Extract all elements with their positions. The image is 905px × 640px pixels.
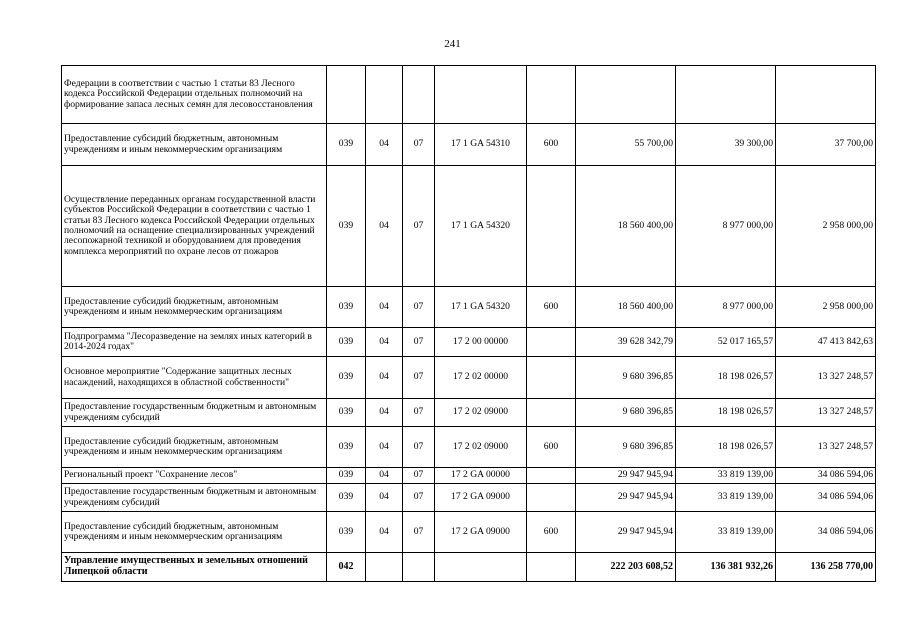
row-name: Осуществление переданных органам государственной власти субъектов Российской Федерации в соответствии с частью 1 статьи 83 Лесного кодекса Российской Федерации отдельных полномочий на оснащение специализированных учреждений лесопожарной техникой и оборудованием для проведения комплекса мероприятий по охране лесов от пожаров: [62, 166, 327, 287]
row-section-code: 04: [366, 484, 403, 512]
row-subsection-code: 07: [403, 468, 435, 484]
row-amount-year-2: 18 198 026,57: [676, 399, 776, 427]
row-subsection-code: 07: [403, 484, 435, 512]
row-amount-year-3: 13 327 248,57: [776, 399, 876, 427]
table-row: [62, 357, 876, 399]
row-section-code: 04: [366, 328, 403, 357]
row-amount-year-3: 13 327 248,57: [776, 357, 876, 399]
row-target-article: [435, 66, 527, 124]
row-name: Федерации в соответствии с частью 1 статьи 83 Лесного кодекса Российской Федерации отдельных полномочий на формирование запаса лесных семян для лесовосстановления: [62, 66, 327, 124]
row-amount-year-1: 18 560 400,00: [576, 166, 676, 287]
table-row: [62, 553, 876, 582]
row-section-code: 04: [366, 512, 403, 553]
row-name: Предоставление субсидий бюджетным, автономным учреждениям и иным некоммерческим организациям: [62, 512, 327, 553]
row-section-code: [366, 553, 403, 582]
table-row: [62, 512, 876, 553]
row-expense-type: 600: [527, 124, 576, 166]
row-amount-year-2: 8 977 000,00: [676, 166, 776, 287]
row-amount-year-1: 9 680 396,85: [576, 427, 676, 468]
table-row: [62, 166, 876, 287]
table-row: [62, 484, 876, 512]
row-section-code: 04: [366, 468, 403, 484]
row-target-article: 17 2 02 09000: [435, 399, 527, 427]
row-amount-year-3: 2 958 000,00: [776, 166, 876, 287]
row-subsection-code: 07: [403, 287, 435, 328]
row-section-code: 04: [366, 357, 403, 399]
row-target-article: [435, 553, 527, 582]
table-row: [62, 427, 876, 468]
table-row: [62, 328, 876, 357]
row-section-code: 04: [366, 287, 403, 328]
row-ministry-code: 039: [327, 124, 366, 166]
row-amount-year-2: 33 819 139,00: [676, 468, 776, 484]
row-target-article: 17 1 GA 54310: [435, 124, 527, 166]
row-ministry-code: [327, 66, 366, 124]
row-name: Подпрограмма "Лесоразведение на землях иных категорий в 2014-2024 годах": [62, 328, 327, 357]
row-name: Предоставление субсидий бюджетным, автономным учреждениям и иным некоммерческим организациям: [62, 287, 327, 328]
row-amount-year-3: 34 086 594,06: [776, 484, 876, 512]
row-expense-type: [527, 357, 576, 399]
row-target-article: 17 2 GA 00000: [435, 468, 527, 484]
row-expense-type: [527, 166, 576, 287]
row-amount-year-3: 13 327 248,57: [776, 427, 876, 468]
row-section-code: 04: [366, 166, 403, 287]
row-expense-type: 600: [527, 287, 576, 328]
row-amount-year-1: 9 680 396,85: [576, 357, 676, 399]
row-amount-year-3: 34 086 594,06: [776, 468, 876, 484]
row-amount-year-1: 29 947 945,94: [576, 468, 676, 484]
row-amount-year-1: 55 700,00: [576, 124, 676, 166]
row-amount-year-3: 136 258 770,00: [776, 553, 876, 582]
row-expense-type: 600: [527, 512, 576, 553]
row-ministry-code: 039: [327, 484, 366, 512]
row-target-article: 17 1 GA 54320: [435, 166, 527, 287]
row-amount-year-1: [576, 66, 676, 124]
row-target-article: 17 2 GA 09000: [435, 512, 527, 553]
table-row: [62, 287, 876, 328]
row-section-code: 04: [366, 399, 403, 427]
row-ministry-code: 039: [327, 287, 366, 328]
row-subsection-code: 07: [403, 357, 435, 399]
table-row: [62, 124, 876, 166]
row-amount-year-2: 33 819 139,00: [676, 484, 776, 512]
row-name: Предоставление государственным бюджетным и автономным учреждениям субсидий: [62, 399, 327, 427]
row-name: Управление имущественных и земельных отношений Липецкой области: [62, 553, 327, 582]
row-amount-year-3: 34 086 594,06: [776, 512, 876, 553]
row-amount-year-1: 18 560 400,00: [576, 287, 676, 328]
row-amount-year-2: 18 198 026,57: [676, 357, 776, 399]
row-subsection-code: 07: [403, 124, 435, 166]
row-name: Предоставление субсидий бюджетным, автономным учреждениям и иным некоммерческим организациям: [62, 124, 327, 166]
row-ministry-code: 039: [327, 512, 366, 553]
row-name: Основное мероприятие "Содержание защитных лесных насаждений, находящихся в областной собственности": [62, 357, 327, 399]
row-expense-type: [527, 553, 576, 582]
row-name: Региональный проект "Сохранение лесов": [62, 468, 327, 484]
row-ministry-code: 039: [327, 166, 366, 287]
row-amount-year-2: 18 198 026,57: [676, 427, 776, 468]
row-subsection-code: [403, 66, 435, 124]
row-subsection-code: 07: [403, 427, 435, 468]
table-row: [62, 468, 876, 484]
row-ministry-code: 039: [327, 427, 366, 468]
row-target-article: 17 2 02 09000: [435, 427, 527, 468]
row-amount-year-2: 33 819 139,00: [676, 512, 776, 553]
row-amount-year-3: 47 413 842,63: [776, 328, 876, 357]
row-section-code: 04: [366, 427, 403, 468]
row-subsection-code: 07: [403, 166, 435, 287]
row-amount-year-1: 9 680 396,85: [576, 399, 676, 427]
row-expense-type: 600: [527, 427, 576, 468]
row-amount-year-1: 29 947 945,94: [576, 512, 676, 553]
row-amount-year-2: 52 017 165,57: [676, 328, 776, 357]
budget-table: [61, 65, 876, 582]
row-expense-type: [527, 328, 576, 357]
row-expense-type: [527, 484, 576, 512]
row-amount-year-1: 39 628 342,79: [576, 328, 676, 357]
row-ministry-code: 042: [327, 553, 366, 582]
row-amount-year-3: 2 958 000,00: [776, 287, 876, 328]
row-amount-year-2: 39 300,00: [676, 124, 776, 166]
row-amount-year-3: [776, 66, 876, 124]
table-row: [62, 399, 876, 427]
table-row: [62, 66, 876, 124]
row-name: Предоставление государственным бюджетным и автономным учреждениям субсидий: [62, 484, 327, 512]
row-target-article: 17 2 02 00000: [435, 357, 527, 399]
row-amount-year-2: [676, 66, 776, 124]
row-ministry-code: 039: [327, 357, 366, 399]
row-subsection-code: [403, 553, 435, 582]
row-amount-year-1: 222 203 608,52: [576, 553, 676, 582]
row-target-article: 17 2 GA 09000: [435, 484, 527, 512]
row-ministry-code: 039: [327, 328, 366, 357]
row-expense-type: [527, 399, 576, 427]
row-subsection-code: 07: [403, 399, 435, 427]
row-amount-year-3: 37 700,00: [776, 124, 876, 166]
page-number: 241: [444, 38, 461, 50]
row-target-article: 17 1 GA 54320: [435, 287, 527, 328]
row-amount-year-2: 136 381 932,26: [676, 553, 776, 582]
row-section-code: [366, 66, 403, 124]
row-amount-year-2: 8 977 000,00: [676, 287, 776, 328]
row-expense-type: [527, 66, 576, 124]
row-target-article: 17 2 00 00000: [435, 328, 527, 357]
row-name: Предоставление субсидий бюджетным, автономным учреждениям и иным некоммерческим организациям: [62, 427, 327, 468]
row-amount-year-1: 29 947 945,94: [576, 484, 676, 512]
row-ministry-code: 039: [327, 399, 366, 427]
row-section-code: 04: [366, 124, 403, 166]
row-subsection-code: 07: [403, 512, 435, 553]
row-subsection-code: 07: [403, 328, 435, 357]
row-expense-type: [527, 468, 576, 484]
row-ministry-code: 039: [327, 468, 366, 484]
